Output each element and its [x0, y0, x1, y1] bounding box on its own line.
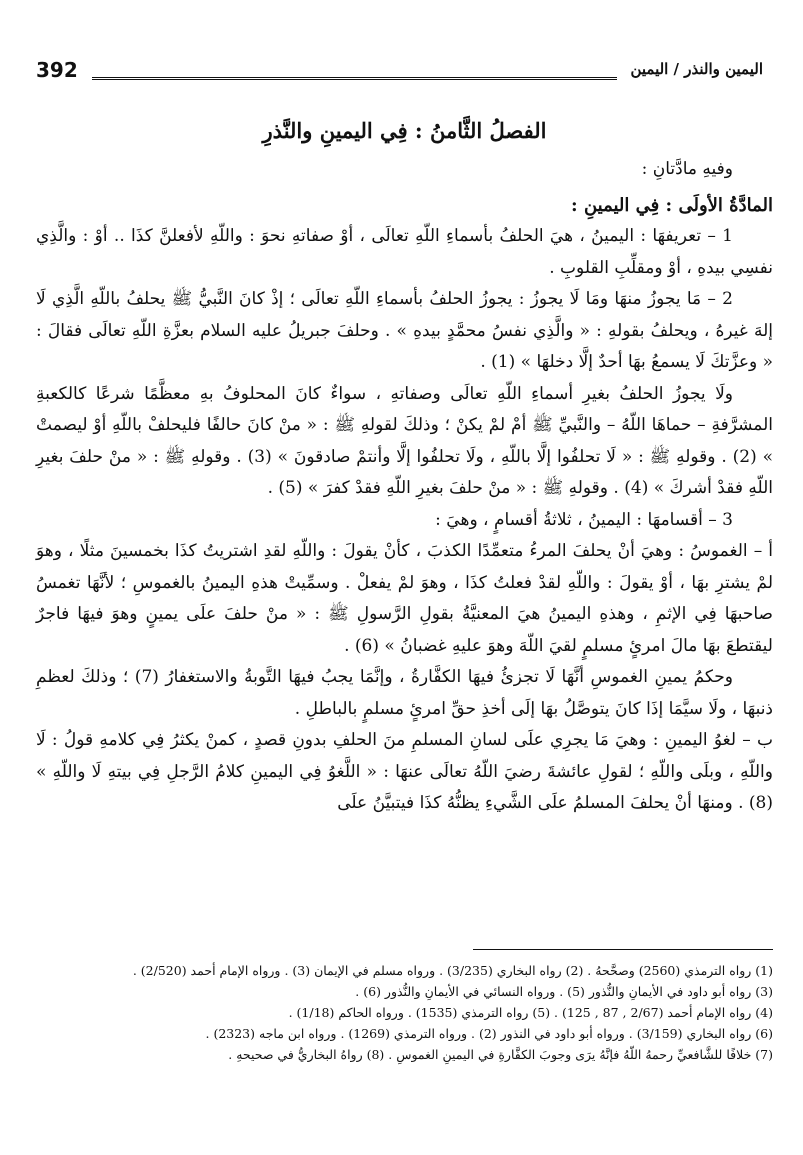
footnote-line: (4) رواه الإمام أحمد (2/67 , 87 , 125) . (5) رواه الترمذي (1535) . ورواه الحاكم (1/18) . — [288, 1005, 773, 1020]
paragraph-ghamus: أ – الغموسُ : وهيَ أنْ يحلفَ المرءُ متعمِّدًا الكذبَ ، كأنْ يقولَ : واللّهِ لقدِ اشتريتُ كذَا بخمسينَ مثلًا ، وهوَ لمْ يشترِ بهَا ، أوْ يقولَ : واللّهِ لقدْ فعلتُ كذَا ، وهوَ لمْ يفعلْ . وسمِّيتْ هذهِ اليمينُ بالغموسِ ؛ لأنَّهَا تغمسُ صاحبهَا فِي الإثمِ ، وهذهِ اليمينُ هيَ المعنيَّةُ بقولِ الرَّسولِ ﷺ : « منْ حلفَ علَى يمينٍ وهوَ فيهَا فاجرٌ ليقتطعَ بهَا مالَ امرئٍ مسلمٍ لقيَ اللّهَ وهوَ عليهِ غضبانُ » (6) . — [36, 541, 773, 656]
paragraph-permissible: 2 – مَا يجوزُ منهَا ومَا لَا يجوزُ : يجوزُ الحلفُ بأسماءِ اللّهِ تعالَى ؛ إذْ كانَ النَّبيُّ ﷺ يحلفُ باللّهِ الَّذِي لَا إلهَ غيرهُ ، ويحلفُ بقولهِ : « والَّذِي نفسُ محمَّدٍ بيدهِ » . وحلفَ جبريلُ عليه السلام بعزَّةِ اللّهِ تعالَى فقالَ : « وعزَّتكَ لَا يسمعُ بهَا أحدٌ إلَّا دخلهَا » (1) . — [36, 289, 773, 372]
running-title: اليمين والنذر / اليمين — [630, 60, 763, 78]
footnote-line: (3) رواه أبو داود في الأيمانِ والنُّذور (5) . ورواه النسائي في الأيمانِ والنُّذور (6) . — [355, 984, 773, 999]
intro-line: وفيهِ مادَّتانِ : — [641, 159, 733, 179]
page-body — [36, 100, 773, 820]
section-title: المادَّةُ الأولَى : فِي اليمينِ : — [571, 194, 773, 216]
footnote-line: (7) خلافًا للشَّافعيِّ رحمهُ اللّهُ فإنَّهُ يرَى وجوبَ الكفَّارةِ في اليمينِ الغموسِ . (8) رواهُ البخاريُّ في صحيحهِ . — [228, 1047, 773, 1062]
footnote-line: (6) رواه البخاري (3/159) . ورواه أبو داود في النذور (2) . ورواه الترمذي (1269) . ورواه ابن ماجه (2323) . — [205, 1026, 773, 1041]
running-header — [36, 58, 767, 92]
paragraph-prohibited: ولَا يجوزُ الحلفُ بغيرِ أسماءِ اللّهِ تعالَى وصفاتهِ ، سواءٌ كانَ المحلوفُ بهِ معظَّمًا شرعًا كالكعبةِ المشرَّفةِ – حماهَا اللّهُ – والنَّبيِّ ﷺ أمْ لمْ يكنْ ؛ وذلكَ لقولهِ ﷺ : « منْ كانَ حالفًا فليحلفْ باللّهِ أوْ ليصمتْ » (2) . وقولهِ ﷺ : « لَا تحلفُوا إلَّا باللّهِ ، ولَا تحلفُوا إلَّا وأنتمْ صادقونَ » (3) . وقولهِ ﷺ : « منْ حلفَ بغيرِ اللّهِ فقدْ أشركَ » (4) . وقولهِ ﷺ : « منْ حلفَ بغيرِ اللّهِ فقدْ كفرَ » (5) . — [36, 383, 773, 498]
paragraph-types: 3 – أقسامهَا : اليمينُ ، ثلاثةُ أقسامٍ ، وهيَ : — [435, 509, 733, 530]
footnotes — [40, 960, 773, 1065]
paragraph-definition: 1 – تعريفهَا : اليمينُ ، هيَ الحلفُ بأسماءِ اللّهِ تعالَى ، أوْ صفاتهِ نحوَ : واللّهِ لأفعلنَّ كذَا .. أوْ : والَّذِي نفسِي بيدهِ ، أوْ ومقلِّبِ القلوبِ . — [36, 226, 773, 278]
paragraph-ghamus-ruling: وحكمُ يمينِ الغموسِ أنَّهَا لَا تجزئُ فيهَا الكفَّارةُ ، وإنَّمَا يجبُ فيهَا التَّوبةُ والاستغفارُ (7) ؛ وذلكَ لعظمِ ذنبهَا ، ولَا سيَّمَا إذَا كانَ يتوصَّلُ بهَا إلَى أخذِ حقِّ امرئٍ مسلمٍ بالباطلِ . — [36, 667, 773, 719]
page-number: 392 — [36, 58, 78, 82]
footnote-line: (1) رواه الترمذي (2560) وصحَّحهُ . (2) رواه البخاري (3/235) . ورواه مسلم في الإيمان (3) . ورواه الإمام أحمد (2/520) . — [132, 963, 773, 978]
footnote-rule — [473, 949, 773, 950]
header-rule — [92, 77, 617, 80]
paragraph-laghw: ب – لغوُ اليمينِ : وهيَ مَا يجرِي علَى لسانِ المسلمِ منَ الحلفِ بدونِ قصدٍ ، كمنْ يكثرُ فِي كلامهِ قولُ : لَا واللّهِ ، وبلَى واللّهِ ؛ لقولِ عائشةَ رضيَ اللّهُ تعالَى عنهَا : « اللَّغوُ فِي اليمينِ كلامُ الرَّجلِ فِي بيتهِ لَا واللّهِ » (8) . ومنهَا أنْ يحلفَ المسلمُ علَى الشَّيءِ يظنُّهُ كذَا فيتبيَّنُ علَى — [36, 730, 773, 813]
chapter-title: الفصلُ الثَّامنُ : فِي اليمينِ والنَّذرِ — [262, 118, 547, 143]
